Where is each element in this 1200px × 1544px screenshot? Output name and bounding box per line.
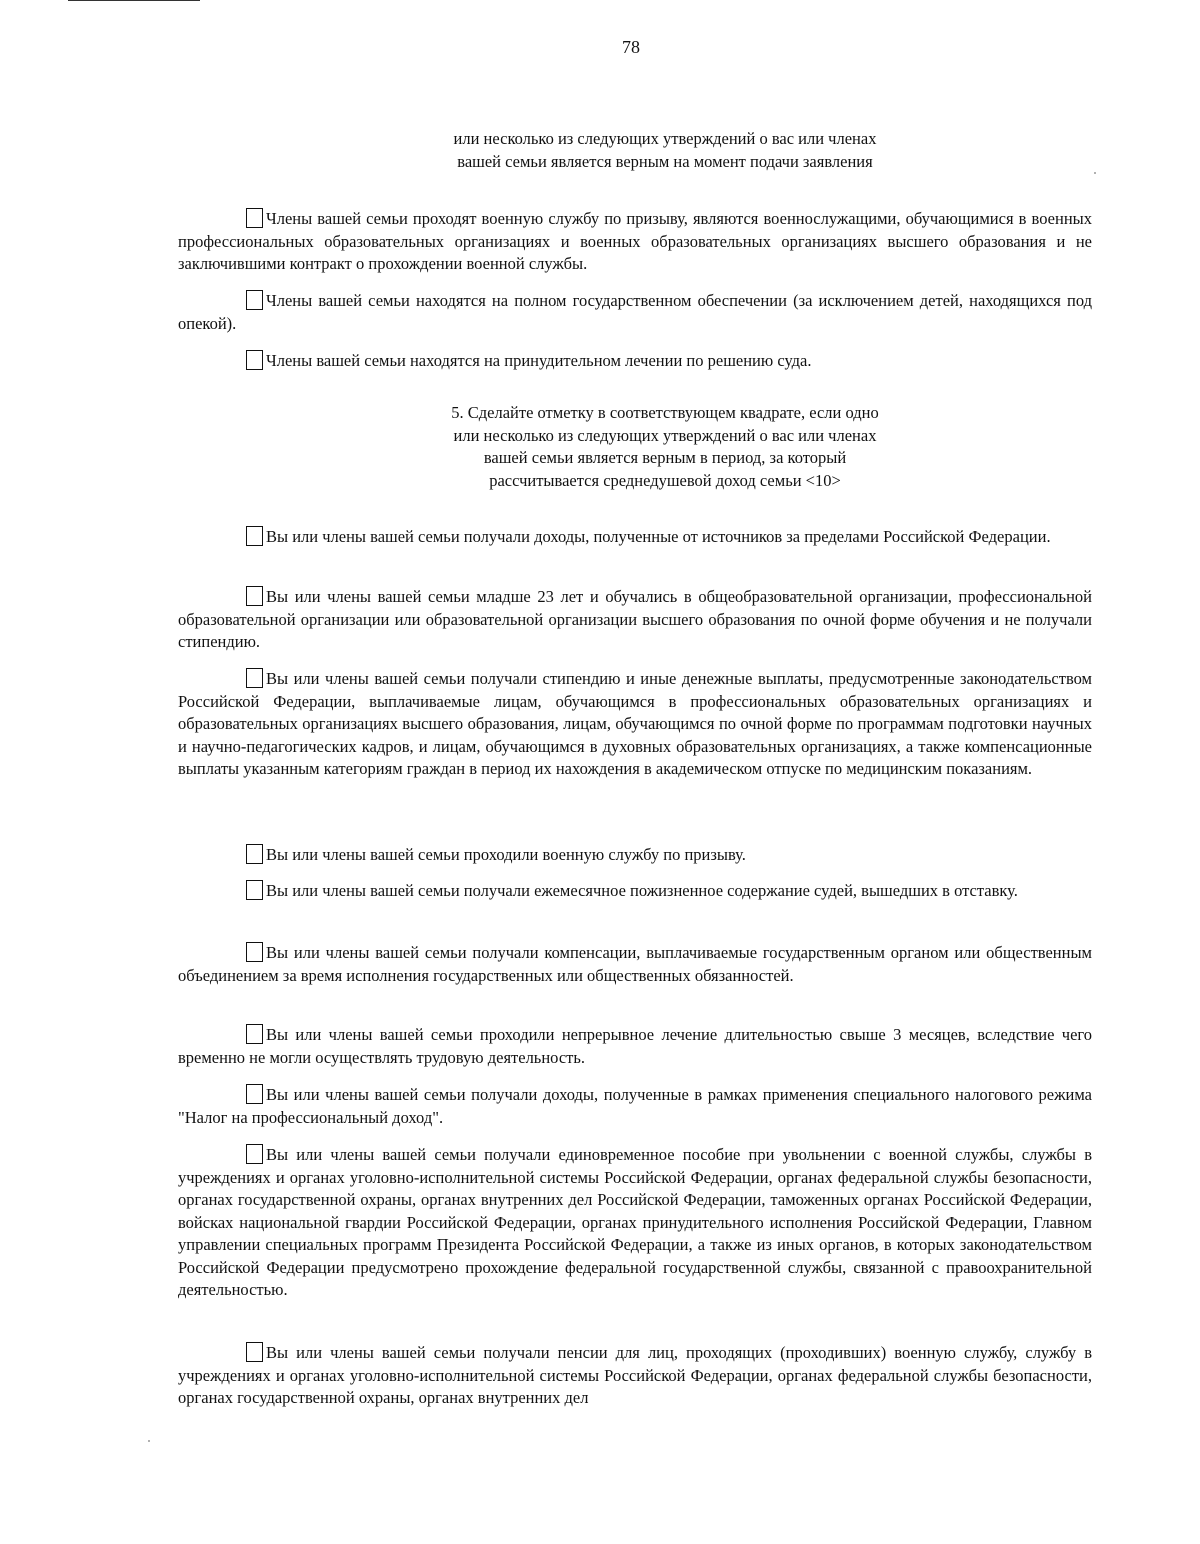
section5-item-military-pension xyxy=(178,1342,1092,1410)
item-text: Члены вашей семьи проходят военную службу по призыву, являются военнослужащими, обучающимися в военных профессиональных образовательных организациях и военных образовательных организациях высшего образования и не заключившими контракт о прохождении военной службы. xyxy=(178,209,1092,273)
item-text: Вы или члены вашей семьи получали компенсации, выплачиваемые государственным органом или общественным объединением за время исполнения государственных или общественных обязанностей. xyxy=(178,943,1092,985)
item-text: Вы или члены вашей семьи получали доходы, полученные в рамках применения специального налогового режима "Налог на профессиональный доход". xyxy=(178,1085,1092,1127)
section5-item-stipend xyxy=(178,668,1092,781)
checkbox[interactable] xyxy=(246,526,263,546)
item-text: Члены вашей семьи находятся на полном государственном обеспечении (за исключением детей, находящихся под опекой). xyxy=(178,291,1092,333)
item-text: Вы или члены вашей семьи получали стипендию и иные денежные выплаты, предусмотренные законодательством Российской Федерации, выплачиваемые лицам, обучающимся в профессиональных образовательных организациях и образовательных организациях высшего образования, лицам, обучающимся по очной форме по программам подготовки научных и научно-педагогических кадров, и лицам, обучающимся в духовных образовательных организациях, а также компенсационные выплаты указанным категориям граждан в период их нахождения в академическом отпуске по медицинским показаниям. xyxy=(178,669,1092,778)
section5-item-judges-pension xyxy=(178,880,1092,903)
section5-item-foreign-income xyxy=(178,526,1092,549)
heading-line: или несколько из следующих утверждений о вас или членах xyxy=(453,425,877,445)
item-text: Вы или члены вашей семьи получали ежемесячное пожизненное содержание судей, вышедших в отставку. xyxy=(266,881,1018,900)
scan-artifact xyxy=(148,1440,150,1442)
page-number: 78 xyxy=(622,37,640,57)
checkbox[interactable] xyxy=(246,668,263,688)
checkbox[interactable] xyxy=(246,1084,263,1104)
section5-item-conscription xyxy=(178,844,1092,867)
item-text: Вы или члены вашей семьи получали пенсии для лиц, проходящих (проходивших) военную службу, службу в учреждениях и органах уголовно-исполнительной системы Российской Федерации, органах федеральной службы безопасности, органах государственной охраны, органах внутренних дел xyxy=(178,1343,1092,1407)
item-text: Вы или члены вашей семьи проходили непрерывное лечение длительностью свыше 3 месяцев, вследствие чего временно не могли осуществлять трудовую деятельность. xyxy=(178,1025,1092,1067)
item-text: Вы или члены вашей семьи младше 23 лет и обучались в общеобразовательной организации, профессиональной образовательной организации или образовательной организации высшего образования по очной форме обучения и не получали стипендию. xyxy=(178,587,1092,651)
section5-item-students-no-stipend xyxy=(178,586,1092,654)
section5-item-severance-allowance xyxy=(178,1144,1092,1302)
section4-item-compulsory-treatment xyxy=(178,350,1092,373)
heading-line: или несколько из следующих утверждений о вас или членах xyxy=(453,129,877,148)
item-text: Вы или члены вашей семьи получали единовременное пособие при увольнении с военной службы, службы в учреждениях и органах уголовно-исполнительной системы Российской Федерации, органах федеральной службы безопасности, органах государственной охраны, органах внутренних дел Российской Федерации, таможенных органах Российской Федерации, войсках национальной гвардии Российской Федерации, органах принудительного исполнения Российской Федерации, Главном управлении специальных программ Президента Российской Федерации, а также из иных органов, в которых законодательством Российской Федерации предусмотрено прохождение федеральной государственной службы, связанной с правоохранительной деятельностью. xyxy=(178,1145,1092,1299)
checkbox[interactable] xyxy=(246,880,263,900)
section5-item-long-treatment xyxy=(178,1024,1092,1069)
item-text: Вы или члены вашей семьи получали доходы, полученные от источников за пределами Российской Федерации. xyxy=(266,527,1051,546)
section5-item-compensation xyxy=(178,942,1092,987)
item-text: Члены вашей семьи находятся на принудительном лечении по решению суда. xyxy=(266,351,812,370)
checkbox[interactable] xyxy=(246,844,263,864)
scan-corner-line xyxy=(68,0,200,1)
checkbox[interactable] xyxy=(246,290,263,310)
section4-heading-continued xyxy=(380,128,950,173)
heading-line: вашей семьи является верным на момент подачи заявления xyxy=(457,151,873,171)
checkbox[interactable] xyxy=(246,350,263,370)
checkbox[interactable] xyxy=(246,208,263,228)
checkbox[interactable] xyxy=(246,1144,263,1164)
heading-line: 5. Сделайте отметку в соответствующем квадрате, если одно xyxy=(451,403,879,422)
section4-item-state-support xyxy=(178,290,1092,335)
checkbox[interactable] xyxy=(246,1024,263,1044)
checkbox[interactable] xyxy=(246,942,263,962)
section5-item-self-employed xyxy=(178,1084,1092,1129)
heading-line: вашей семьи является верным в период, за который xyxy=(483,448,847,467)
checkbox[interactable] xyxy=(246,586,263,606)
section5-heading xyxy=(380,402,950,492)
checkbox[interactable] xyxy=(246,1342,263,1362)
scan-artifact xyxy=(1094,172,1096,174)
section4-item-military-service xyxy=(178,208,1092,276)
heading-line: рассчитывается среднедушевой доход семьи <10> xyxy=(489,470,841,490)
item-text: Вы или члены вашей семьи проходили военную службу по призыву. xyxy=(266,845,746,864)
